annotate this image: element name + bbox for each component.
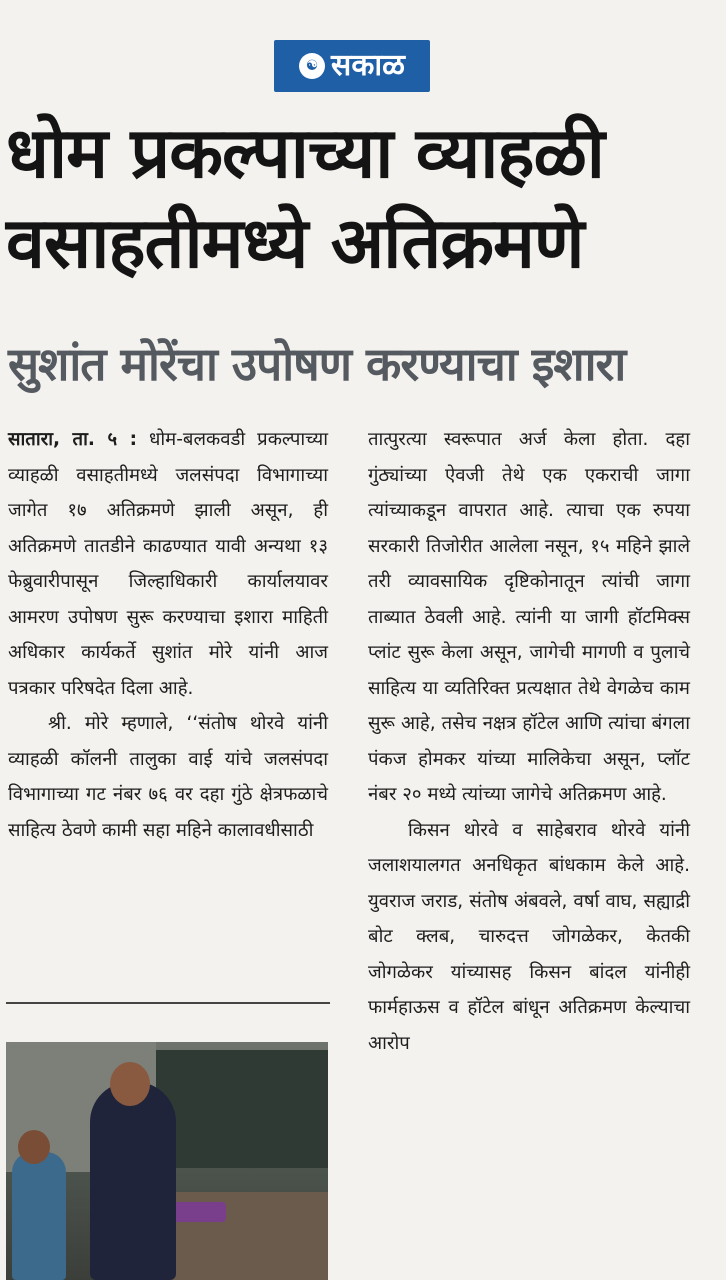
photo-person-child xyxy=(12,1152,66,1280)
article-column-left xyxy=(8,422,328,848)
photo-person-child-head xyxy=(18,1130,50,1164)
headline-line-2: वसाहतीमध्ये अतिक्रमणे xyxy=(6,202,584,284)
headline-line-1: धोम प्रकल्पाच्या व्याहळी xyxy=(6,112,604,194)
article-paragraph: तात्पुरत्या स्वरूपात अर्ज केला होता. दहा गुंठ्यांच्या ऐवजी तेथे एक एकराची जागा त्यांच्याकडून वापरात आहे. त्याचा एक रुपया सरकारी तिजोरीत आलेला नसून, १५ महिने झाले तरी व्यावसायिक दृष्टिकोनातून त्यांची जागा ताब्यात ठेवली आहे. त्यांनी या जागी हॉटमिक्स प्लांट सुरू केला असून, जागेची मागणी व पुलाचे साहित्य या व्यतिरिक्त प्रत्यक्षात तेथे वेगळेच काम सुरू आहे, तसेच नक्षत्र हॉटेल आणि त्यांचा बंगला पंकज होमकर यांच्या मालिकेचा असून, प्लॉट नंबर २० मध्ये त्यांच्या जागेचे अतिक्रमण आहे. xyxy=(368,429,690,805)
news-photo xyxy=(6,1042,328,1280)
masthead-brand: सकाळ xyxy=(331,48,405,83)
column-divider xyxy=(6,1002,330,1004)
article-paragraph xyxy=(8,422,328,706)
masthead-logo xyxy=(274,40,430,92)
photo-person-woman xyxy=(90,1082,176,1280)
photo-person-woman-head xyxy=(110,1062,150,1106)
article-paragraph: श्री. मोरे म्हणाले, ‘‘संतोष थोरवे यांनी व्याहळी कॉलनी तालुका वाई यांचे जलसंपदा विभागाच्या गट नंबर ७६ वर दहा गुंठे क्षेत्रफळाचे साहित्य ठेवणे कामी सहा महिने कालावधीसाठी xyxy=(8,713,328,841)
dateline: सातारा, ता. ५ : xyxy=(8,429,138,450)
paragraph-text: धोम-बलकवडी प्रकल्पाच्या व्याहळी वसाहतीमध्ये जलसंपदा विभागाच्या जागेत १७ अतिक्रमणे झाली असून, ही अतिक्रमणे तातडीने काढण्यात यावी अन्यथा १३ फेब्रुवारीपासून जिल्हाधिकारी कार्यालयावर आमरण उपोषण सुरू करण्याचा इशारा माहिती अधिकार कार्यकर्ते सुशांत मोरे यांनी आज पत्रकार परिषदेत दिला आहे. xyxy=(8,429,328,699)
photo-blackboard xyxy=(156,1050,328,1168)
article-paragraph: किसन थोरवे व साहेबराव थोरवे यांनी जलाशयालगत अनधिकृत बांधकाम केले आहे. युवराज जराड, संतोष अंबवले, वर्षा वाघ, सह्याद्री बोट क्लब, चारुदत्त जोगळेकर, केतकी जोगळेकर यांच्यासह किसन बांदल यांनीही फार्महाऊस व हॉटेल बांधून अतिक्रमण केल्याचा आरोप xyxy=(368,819,690,1054)
subheadline: सुशांत मोरेंचा उपोषण करण्याचा इशारा xyxy=(8,337,626,391)
article-column-right xyxy=(368,422,690,1061)
sakal-emblem-icon: ☯ xyxy=(299,53,325,79)
